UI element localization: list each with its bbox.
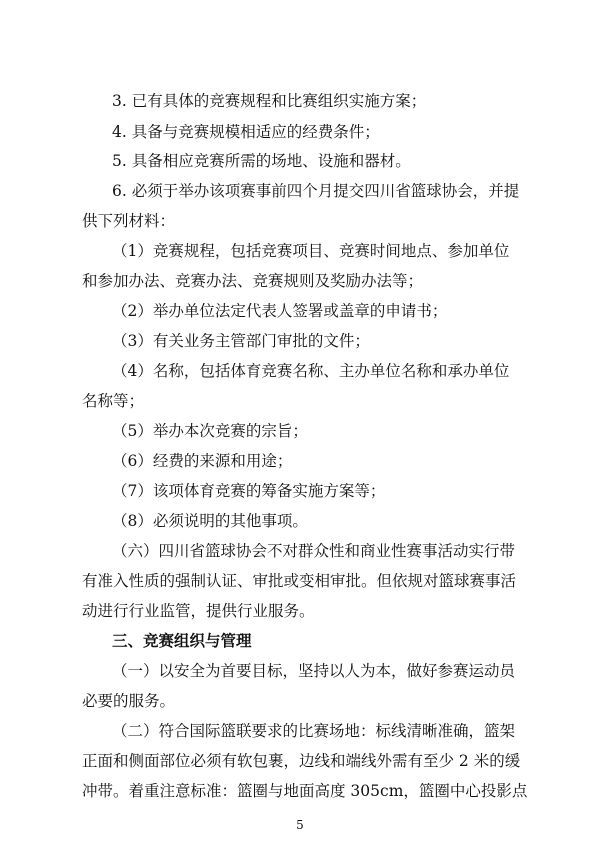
text-line: 冲带。着重注意标准：篮圈与地面高度 305cm，篮圈中心投影点 [82,782,528,800]
text-line: （一）以安全为首要目标，坚持以人为本，做好参赛运动员 [112,662,516,680]
text-line: 正面和侧面部位必须有软包裹，边线和端线外需有至少 2 米的缓 [82,752,521,770]
text-line: （3）有关业务主管部门审批的文件； [112,332,370,350]
text-line: 供下列材料： [82,212,176,230]
text-line: 5. 具备相应竞赛所需的场地、设施和器材。 [112,152,411,170]
text-line: （1）竞赛规程，包括竞赛项目、竞赛时间地点、参加单位 [112,242,510,260]
text-line: （4）名称，包括体育竞赛名称、主办单位名称和承办单位 [112,362,510,380]
page-number: 5 [296,818,304,832]
section-heading: 三、竞赛组织与管理 [112,632,252,650]
text-line: （7）该项体育竞赛的筹备实施方案等； [112,482,386,500]
text-line: 必要的服务。 [82,692,176,710]
text-line: （8）必须说明的其他事项。 [112,512,308,530]
text-line: （6）经费的来源和用途； [112,452,293,470]
text-line: 和参加办法、竞赛办法、竞赛规则及奖励办法等； [82,272,424,290]
text-line: 动进行行业监管，提供行业服务。 [82,602,315,620]
text-line: 6. 必须于举办该项赛事前四个月提交四川省篮球协会，并提 [112,182,520,200]
text-line: （二）符合国际篮联要求的比赛场地：标线清晰准确，篮架 [112,722,516,740]
text-line: （2）举办单位法定代表人签署或盖章的申请书； [112,302,448,320]
text-line: 名称等； [82,392,145,410]
text-line: （5）举办本次竞赛的宗旨； [112,422,308,440]
text-line: （六）四川省篮球协会不对群众性和商业性赛事活动实行带 [112,542,516,560]
text-line: 4. 具备与竞赛规模相适应的经费条件； [112,123,380,141]
text-line: 3. 已有具体的竞赛规程和比赛组织实施方案； [112,92,427,110]
text-line: 有准入性质的强制认证、审批或变相审批。但依规对篮球赛事活 [82,572,517,590]
